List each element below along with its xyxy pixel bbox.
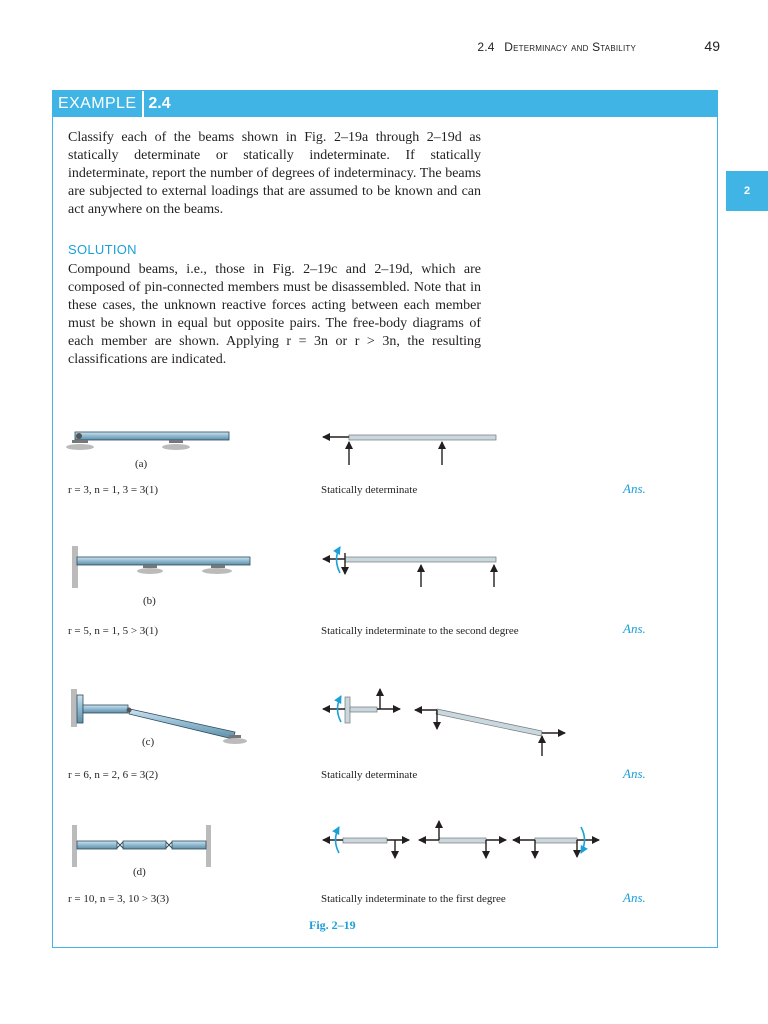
chapter-tab: 2 (726, 171, 768, 211)
solution-text: Compound beams, i.e., those in Fig. 2–19c and 2–19d, which are composed of pin-connected members must be disassembled. Note that in these cases, the unknown reactive forces acting between each member must be shown in equal but opposite pairs. The free-body diagrams of each member are shown. Applying r = 3n or r > 3n, the resulting classifications are indicated. (68, 262, 481, 367)
fbd-c (323, 689, 565, 756)
equation-c: r = 6, n = 2, 6 = 3(2) (68, 769, 159, 781)
ans-d: Ans. (623, 890, 646, 905)
fig-label-b: (b) (143, 595, 156, 607)
example-box (52, 90, 718, 948)
ans-c: Ans. (623, 766, 646, 781)
fbd-b (323, 547, 496, 587)
fig-label-a: (a) (135, 458, 148, 470)
classification-a: Statically determinate (321, 484, 418, 496)
solution-heading: SOLUTION (68, 242, 137, 257)
beam-d (72, 825, 211, 867)
beam-diagrams (53, 91, 717, 947)
equation-b: r = 5, n = 1, 5 > 3(1) (68, 625, 159, 637)
problem-statement: Classify each of the beams shown in Fig. 2–19a through 2–19d as statically determinate or statically indeterminate. If statically indeterminate, report the number of degrees of indeterminacy. The beams are subjected to external loadings that are assumed to be known and can act anywhere on the beams. (68, 130, 481, 217)
beam-b (72, 546, 250, 588)
equation-d: r = 10, n = 3, 10 > 3(3) (68, 893, 170, 905)
ans-b: Ans. (623, 621, 646, 636)
classification-b: Statically indeterminate to the second degree (321, 625, 519, 637)
example-label: EXAMPLE (58, 95, 137, 112)
page-number: 49 (704, 38, 720, 54)
fbd-a (323, 435, 496, 465)
fbd-d (323, 821, 599, 858)
ans-a: Ans. (623, 481, 646, 496)
section-title: Determinacy and Stability (504, 40, 636, 54)
section-number: 2.4 (477, 40, 495, 54)
beam-a (66, 432, 229, 450)
fig-label-c: (c) (142, 736, 155, 748)
classification-c: Statically determinate (321, 769, 418, 781)
beam-c (71, 689, 247, 744)
fig-label-d: (d) (133, 866, 146, 878)
classification-d: Statically indeterminate to the first degree (321, 893, 506, 905)
running-head (477, 40, 636, 54)
example-number: 2.4 (142, 91, 170, 117)
equation-a: r = 3, n = 1, 3 = 3(1) (68, 484, 159, 496)
figure-caption: Fig. 2–19 (309, 918, 356, 932)
